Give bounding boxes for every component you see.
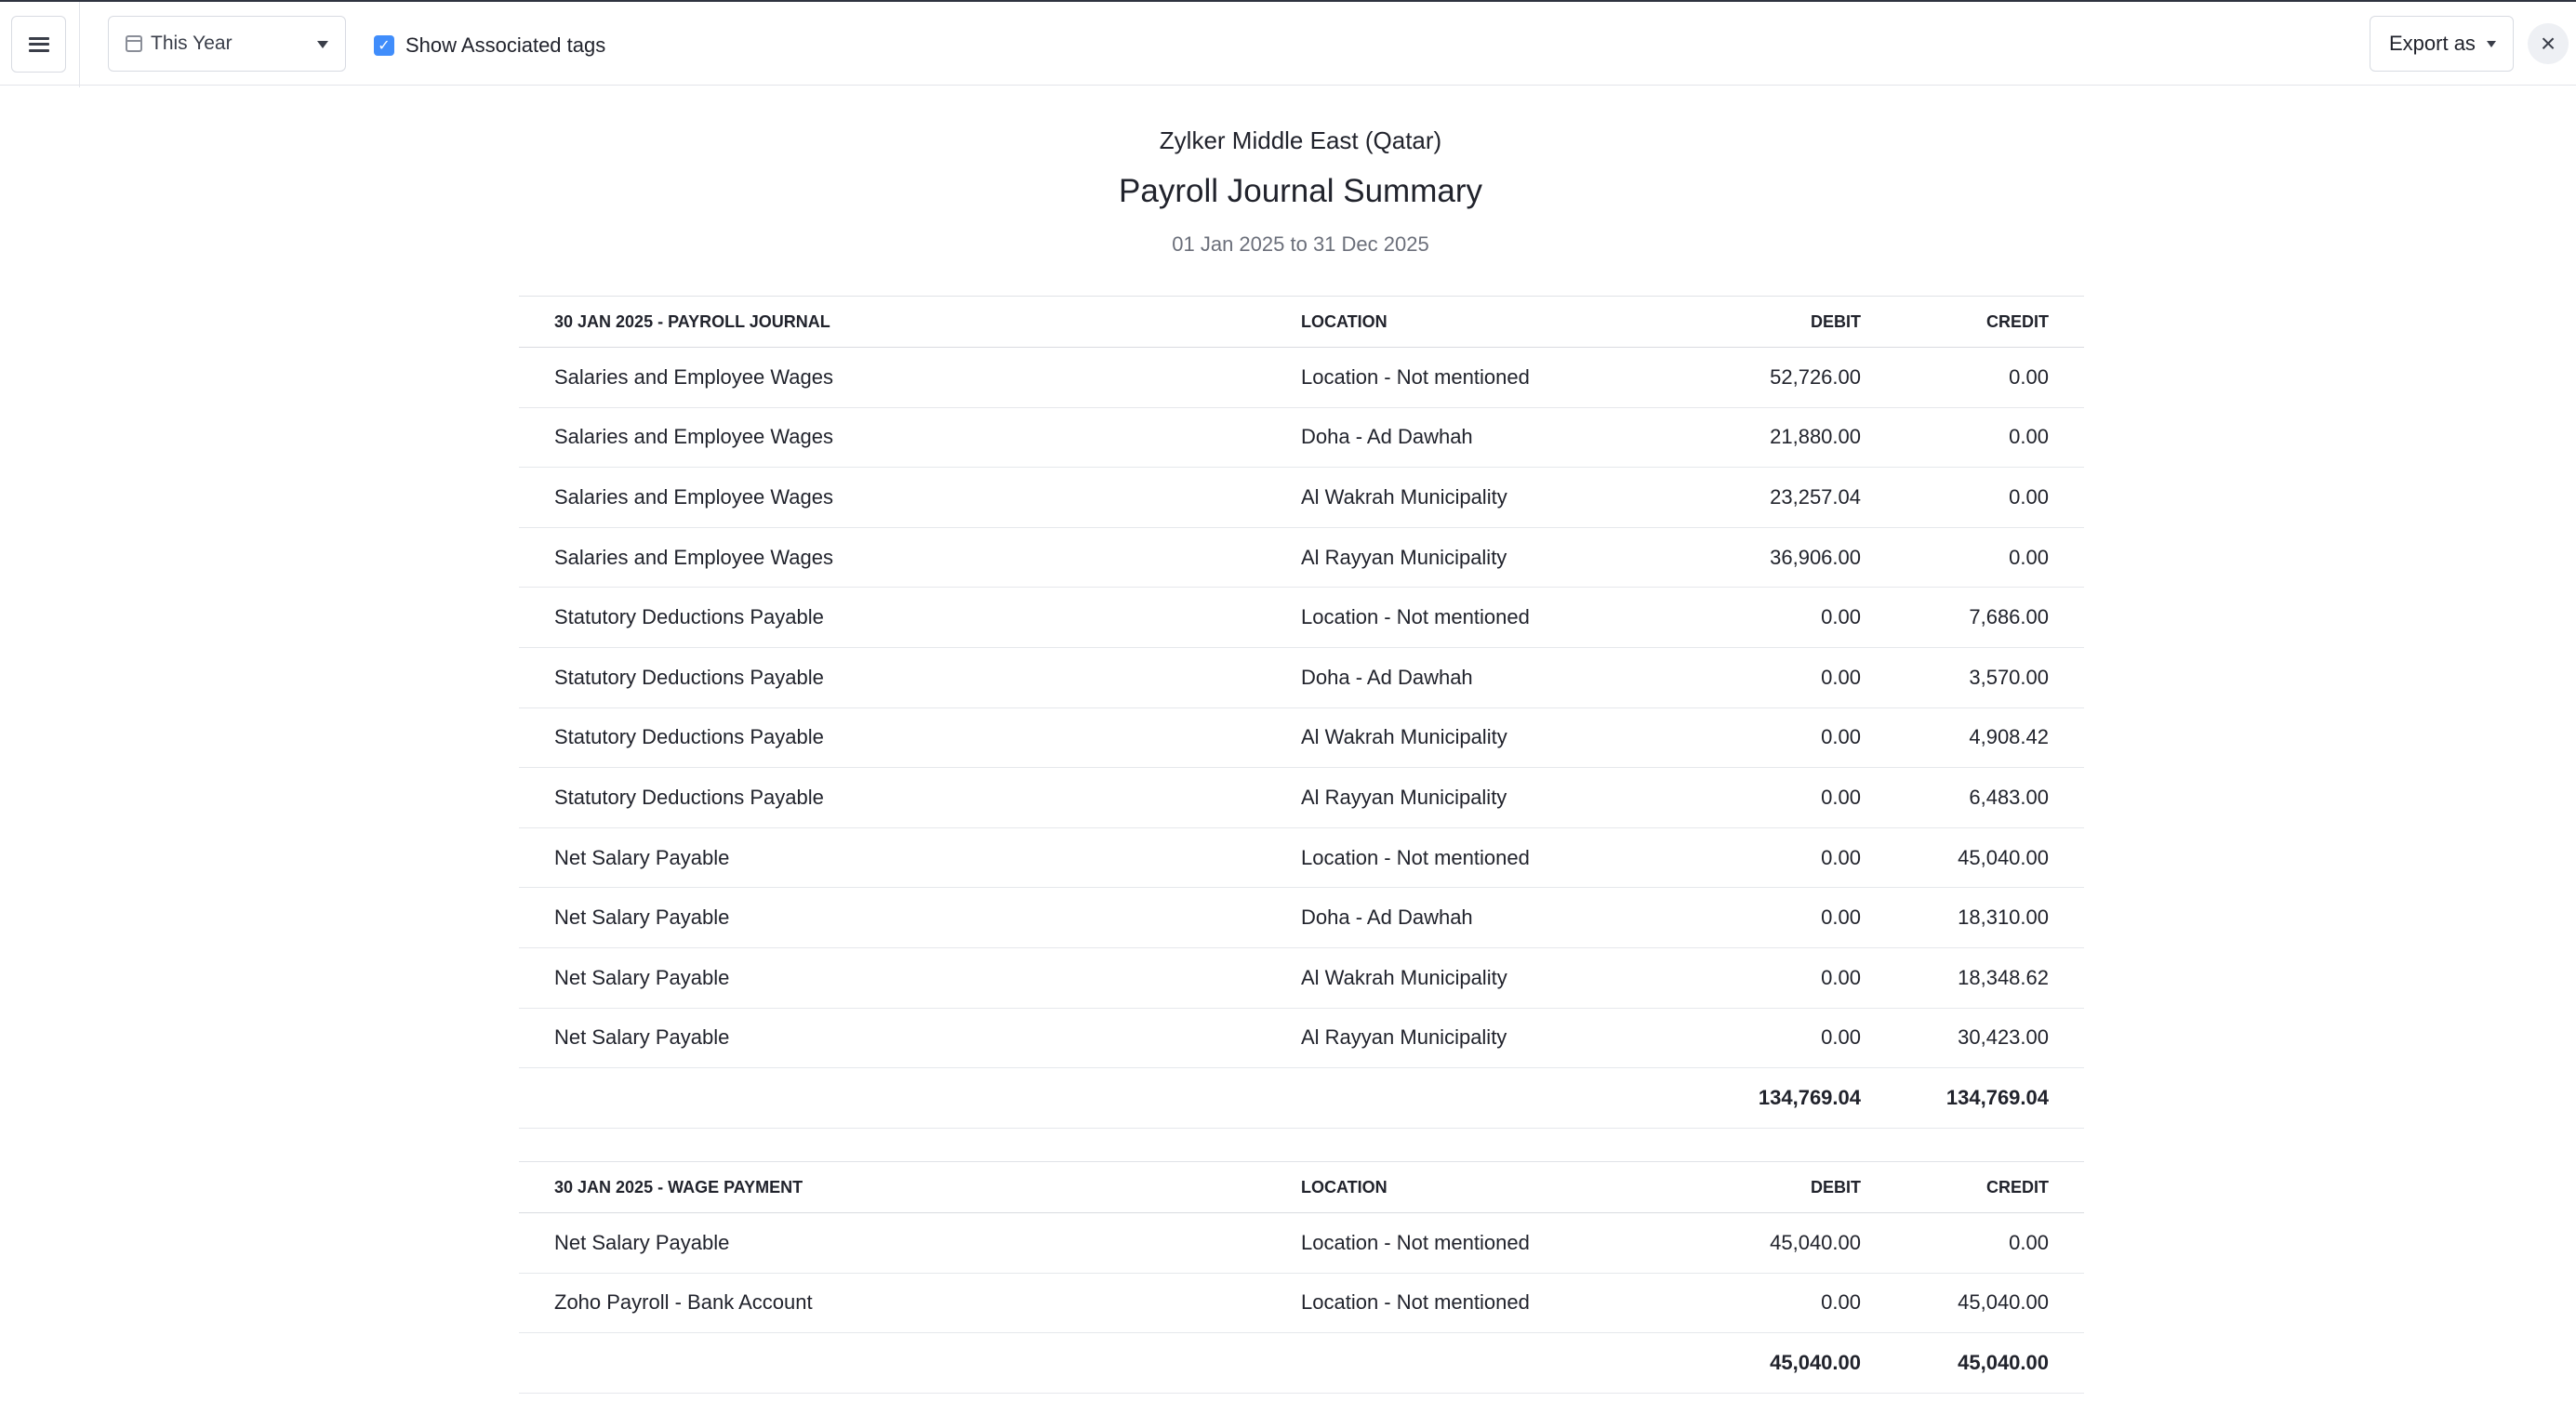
table-header-row (519, 1162, 2084, 1213)
table-row (519, 827, 2084, 888)
location-cell: Doha - Ad Dawhah (1301, 407, 1654, 468)
column-header-credit: CREDIT (1861, 1162, 2084, 1213)
table-row (519, 707, 2084, 768)
table-row (519, 768, 2084, 828)
credit-cell: 4,908.42 (1861, 707, 2084, 768)
account-cell: Salaries and Employee Wages (519, 407, 1301, 468)
organization-name: Zylker Middle East (Qatar) (1159, 126, 1442, 154)
table-row (519, 407, 2084, 468)
total-debit: 134,769.04 (1654, 1068, 1861, 1129)
account-cell: Net Salary Payable (519, 1008, 1301, 1068)
location-cell: Al Rayyan Municipality (1301, 527, 1654, 588)
column-header-debit: DEBIT (1654, 1162, 1861, 1213)
total-debit: 45,040.00 (1654, 1333, 1861, 1394)
column-header-location: LOCATION (1301, 1162, 1654, 1213)
table-row (519, 947, 2084, 1008)
account-cell: Statutory Deductions Payable (519, 588, 1301, 648)
show-associated-tags-label: Show Associated tags (405, 33, 606, 57)
table-row (519, 468, 2084, 528)
menu-button[interactable] (11, 16, 66, 73)
location-cell: Doha - Ad Dawhah (1301, 888, 1654, 948)
table-row (519, 1008, 2084, 1068)
wage-payment-table (519, 1161, 2084, 1394)
account-cell: Zoho Payroll - Bank Account (519, 1273, 1301, 1333)
account-cell: Net Salary Payable (519, 947, 1301, 1008)
credit-cell: 18,348.62 (1861, 947, 2084, 1008)
caret-down-icon (317, 41, 328, 48)
credit-cell: 6,483.00 (1861, 768, 2084, 828)
debit-cell: 36,906.00 (1654, 527, 1861, 588)
export-as-button[interactable] (2370, 16, 2514, 72)
debit-cell: 23,257.04 (1654, 468, 1861, 528)
account-cell: Net Salary Payable (519, 1213, 1301, 1274)
table-row (519, 1273, 2084, 1333)
report-date-range: 01 Jan 2025 to 31 Dec 2025 (1172, 232, 1429, 256)
credit-cell: 0.00 (1861, 1213, 2084, 1274)
debit-cell: 0.00 (1654, 768, 1861, 828)
account-cell: Net Salary Payable (519, 888, 1301, 948)
calendar-icon (126, 35, 142, 52)
table-row (519, 588, 2084, 648)
debit-cell: 21,880.00 (1654, 407, 1861, 468)
close-icon: × (2540, 29, 2556, 58)
location-cell: Al Wakrah Municipality (1301, 947, 1654, 1008)
table-row (519, 1213, 2084, 1274)
location-cell: Al Wakrah Municipality (1301, 468, 1654, 528)
debit-cell: 0.00 (1654, 647, 1861, 707)
account-cell: Statutory Deductions Payable (519, 647, 1301, 707)
account-cell: Statutory Deductions Payable (519, 707, 1301, 768)
location-cell: Al Wakrah Municipality (1301, 707, 1654, 768)
account-cell: Net Salary Payable (519, 827, 1301, 888)
location-cell: Location - Not mentioned (1301, 827, 1654, 888)
credit-cell: 0.00 (1861, 348, 2084, 408)
account-cell: Salaries and Employee Wages (519, 527, 1301, 588)
column-header-location: LOCATION (1301, 297, 1654, 348)
credit-cell: 30,423.00 (1861, 1008, 2084, 1068)
show-associated-tags-toggle[interactable] (374, 33, 605, 58)
location-cell: Location - Not mentioned (1301, 348, 1654, 408)
debit-cell: 45,040.00 (1654, 1213, 1861, 1274)
total-row (519, 1333, 2084, 1394)
table-header-row (519, 297, 2084, 348)
location-cell: Location - Not mentioned (1301, 588, 1654, 648)
toolbar-divider (79, 2, 80, 87)
credit-cell: 7,686.00 (1861, 588, 2084, 648)
hamburger-icon (29, 37, 49, 52)
account-cell: Salaries and Employee Wages (519, 348, 1301, 408)
credit-cell: 45,040.00 (1861, 827, 2084, 888)
table-row (519, 888, 2084, 948)
column-header-credit: CREDIT (1861, 297, 2084, 348)
location-cell: Location - Not mentioned (1301, 1273, 1654, 1333)
debit-cell: 0.00 (1654, 707, 1861, 768)
show-associated-tags-checkbox[interactable]: ✓ (374, 35, 394, 56)
credit-cell: 0.00 (1861, 527, 2084, 588)
export-as-label: Export as (2389, 32, 2476, 55)
debit-cell: 0.00 (1654, 588, 1861, 648)
location-cell: Doha - Ad Dawhah (1301, 647, 1654, 707)
credit-cell: 0.00 (1861, 468, 2084, 528)
caret-down-icon (2487, 41, 2496, 47)
debit-cell: 0.00 (1654, 1008, 1861, 1068)
account-cell: Salaries and Employee Wages (519, 468, 1301, 528)
report-title: Payroll Journal Summary (1119, 173, 1482, 209)
report-toolbar (0, 0, 2576, 86)
account-cell: Statutory Deductions Payable (519, 768, 1301, 828)
total-credit: 134,769.04 (1861, 1068, 2084, 1129)
close-button[interactable] (2528, 23, 2569, 64)
table-row (519, 348, 2084, 408)
debit-cell: 0.00 (1654, 888, 1861, 948)
credit-cell: 0.00 (1861, 407, 2084, 468)
period-dropdown[interactable] (108, 16, 346, 72)
credit-cell: 18,310.00 (1861, 888, 2084, 948)
debit-cell: 0.00 (1654, 947, 1861, 1008)
table-row (519, 527, 2084, 588)
period-value: This Year (151, 33, 232, 54)
total-credit: 45,040.00 (1861, 1333, 2084, 1394)
location-cell: Al Rayyan Municipality (1301, 1008, 1654, 1068)
location-cell: Location - Not mentioned (1301, 1213, 1654, 1274)
credit-cell: 3,570.00 (1861, 647, 2084, 707)
column-header-debit: DEBIT (1654, 297, 1861, 348)
debit-cell: 0.00 (1654, 827, 1861, 888)
journal-heading: 30 JAN 2025 - PAYROLL JOURNAL (519, 297, 1301, 348)
debit-cell: 52,726.00 (1654, 348, 1861, 408)
total-row (519, 1068, 2084, 1129)
journal-heading: 30 JAN 2025 - WAGE PAYMENT (519, 1162, 1301, 1213)
table-row (519, 647, 2084, 707)
debit-cell: 0.00 (1654, 1273, 1861, 1333)
credit-cell: 45,040.00 (1861, 1273, 2084, 1333)
payroll-journal-table (519, 296, 2084, 1129)
location-cell: Al Rayyan Municipality (1301, 768, 1654, 828)
